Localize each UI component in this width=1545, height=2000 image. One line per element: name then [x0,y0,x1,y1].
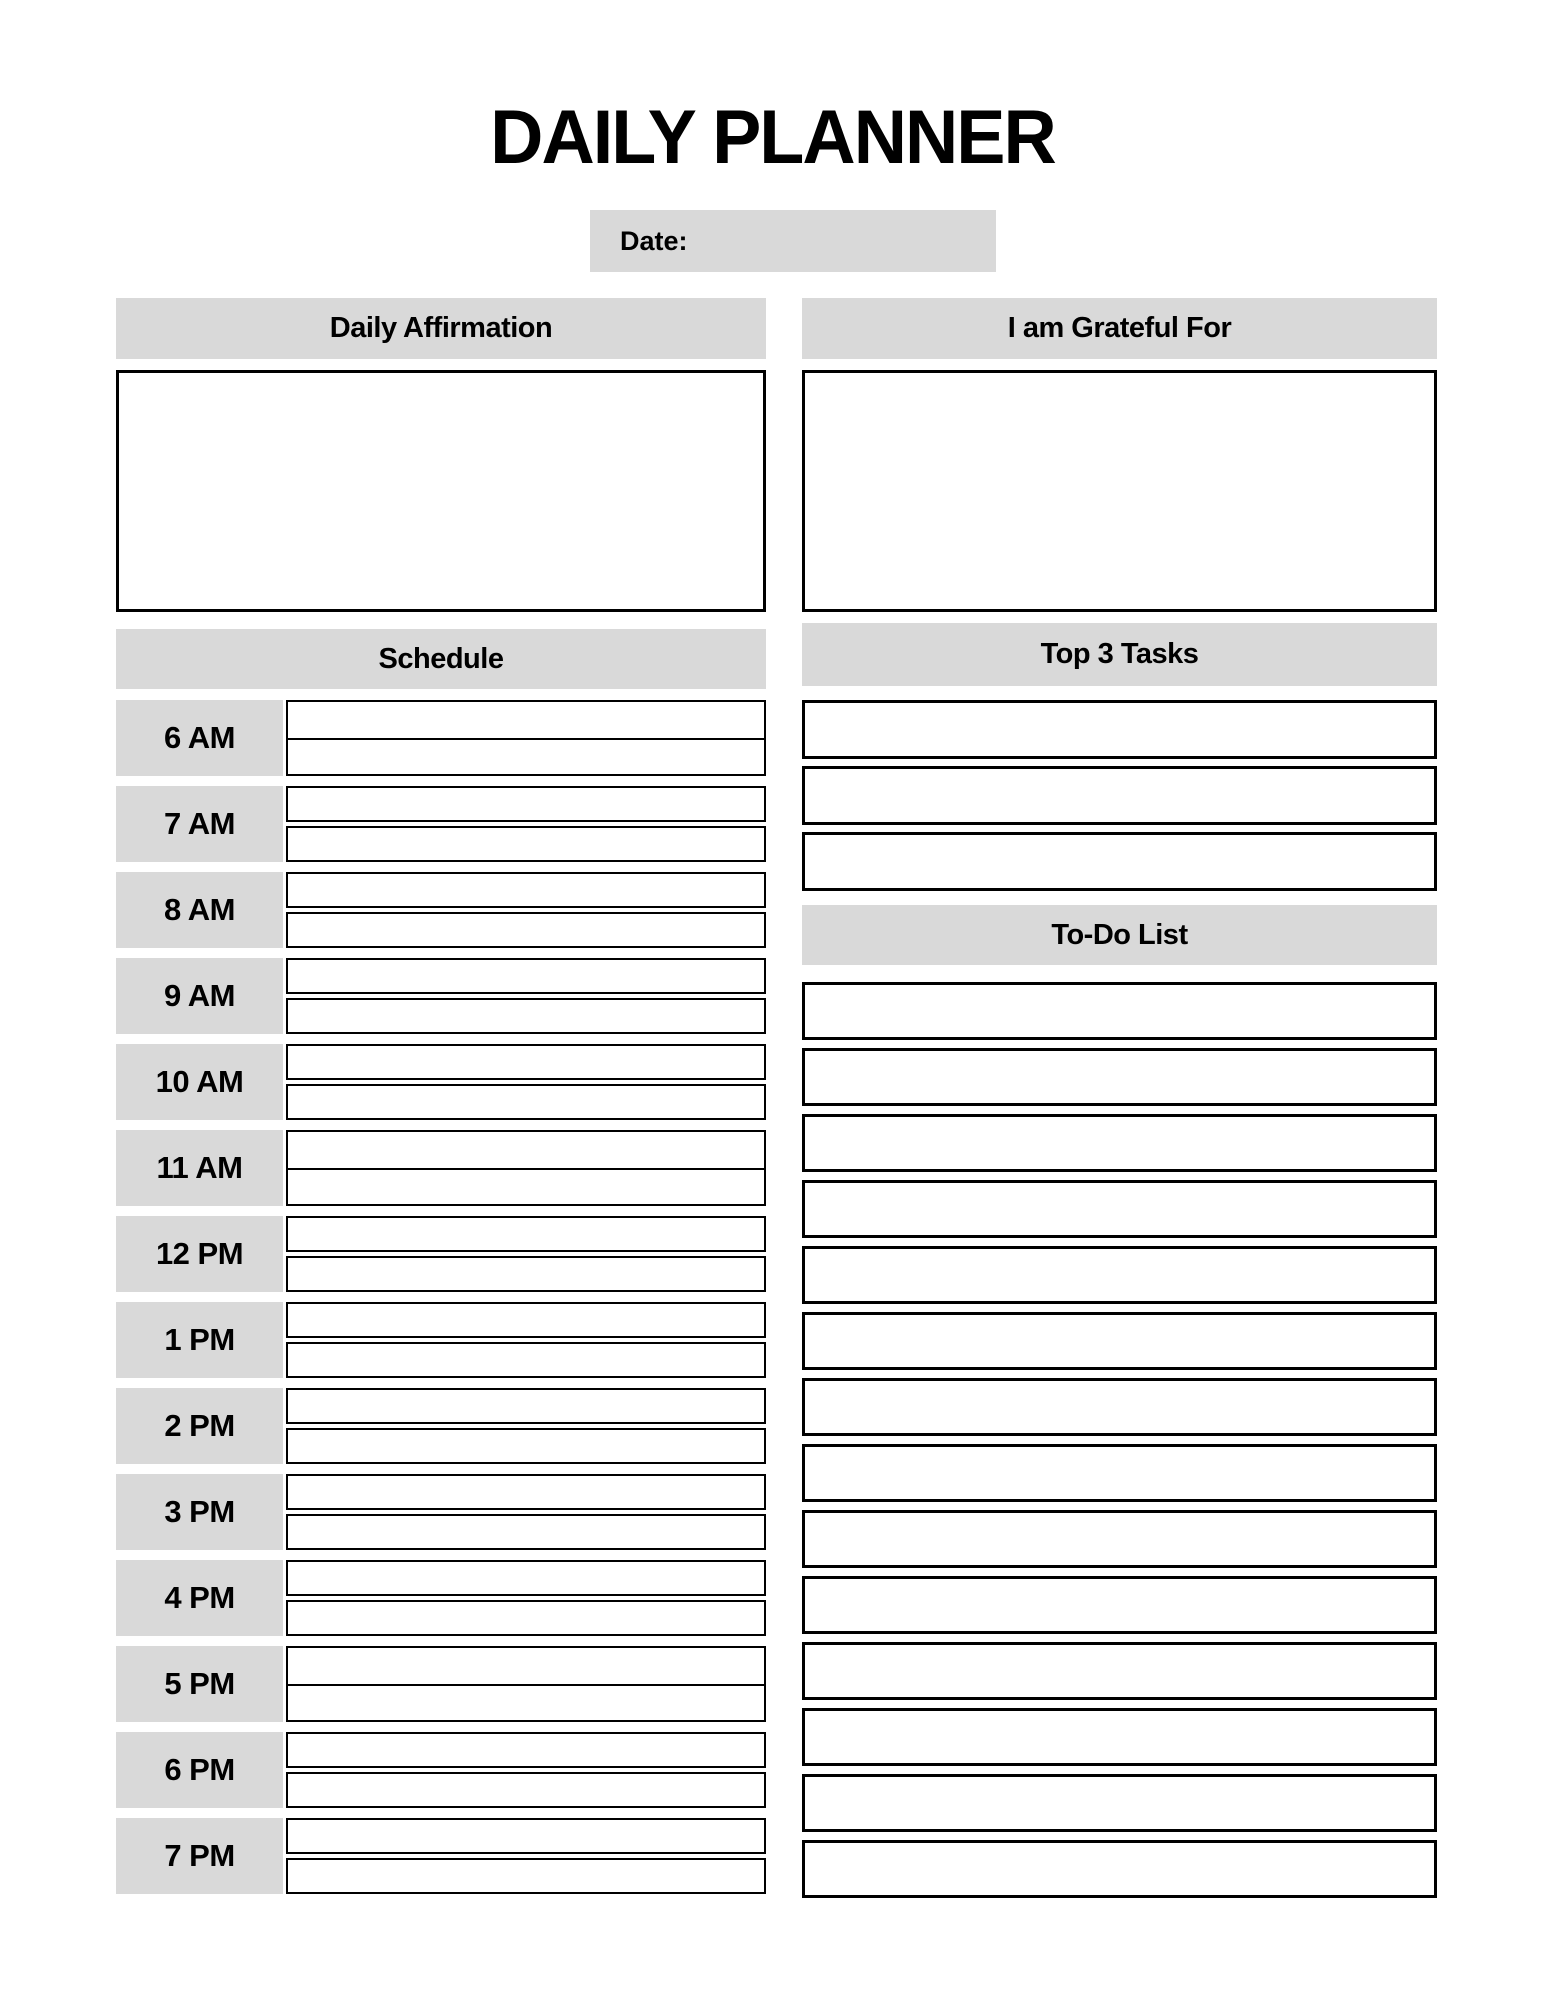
todo-box[interactable] [802,982,1437,1040]
schedule-hour-row [116,1560,766,1636]
schedule-hour-row [116,1044,766,1120]
hour-label: 7 AM [116,786,283,862]
schedule-slot[interactable] [286,1732,766,1768]
todo-list [802,982,1437,1898]
schedule-hour-row [116,1732,766,1808]
schedule-slot[interactable] [286,1084,766,1120]
schedule-slot[interactable] [286,1428,766,1464]
todo-box[interactable] [802,1840,1437,1898]
schedule-slot[interactable] [286,1130,766,1170]
schedule-header: Schedule [116,629,766,689]
hour-slots [286,1130,766,1206]
schedule-slot[interactable] [286,738,766,776]
todo-box[interactable] [802,1642,1437,1700]
schedule-hour-row [116,700,766,776]
hour-slots [286,1044,766,1120]
grateful-header: I am Grateful For [802,298,1437,359]
hour-slots [286,1216,766,1292]
hour-label: 3 PM [116,1474,283,1550]
hour-slots [286,1560,766,1636]
schedule-hour-row [116,1474,766,1550]
date-field[interactable] [590,210,996,272]
hour-label: 9 AM [116,958,283,1034]
schedule-slot[interactable] [286,958,766,994]
todo-box[interactable] [802,1048,1437,1106]
hour-label: 6 PM [116,1732,283,1808]
todo-box[interactable] [802,1378,1437,1436]
hour-slots [286,872,766,948]
schedule-slot[interactable] [286,1168,766,1206]
schedule-slot[interactable] [286,1560,766,1596]
page-title: DAILY PLANNER [490,95,1055,180]
schedule-slot[interactable] [286,786,766,822]
top-task-box[interactable] [802,766,1437,825]
todo-box[interactable] [802,1312,1437,1370]
todo-box[interactable] [802,1774,1437,1832]
schedule-slot[interactable] [286,1342,766,1378]
todo-header: To-Do List [802,905,1437,965]
hour-slots [286,1388,766,1464]
todo-box[interactable] [802,1510,1437,1568]
hour-label: 7 PM [116,1818,283,1894]
schedule-slot[interactable] [286,1474,766,1510]
schedule-slot[interactable] [286,826,766,862]
hour-slots [286,1732,766,1808]
schedule-hour-row [116,1130,766,1206]
left-column [116,298,766,1894]
hour-label: 1 PM [116,1302,283,1378]
top-task-box[interactable] [802,700,1437,759]
schedule-hour-row [116,1388,766,1464]
schedule-slot[interactable] [286,1388,766,1424]
schedule-hour-row [116,958,766,1034]
hour-label: 12 PM [116,1216,283,1292]
hour-slots [286,786,766,862]
schedule-slot[interactable] [286,1646,766,1686]
schedule-slot[interactable] [286,872,766,908]
top-tasks-list [802,700,1437,891]
todo-box[interactable] [802,1180,1437,1238]
schedule-slot[interactable] [286,1216,766,1252]
schedule-hour-row [116,1216,766,1292]
schedule-slot[interactable] [286,1772,766,1808]
schedule-slot[interactable] [286,912,766,948]
schedule-list [116,700,766,1894]
todo-box[interactable] [802,1246,1437,1304]
todo-box[interactable] [802,1444,1437,1502]
schedule-slot[interactable] [286,700,766,740]
hour-label: 2 PM [116,1388,283,1464]
grateful-input-box[interactable] [802,370,1437,612]
schedule-slot[interactable] [286,1600,766,1636]
right-column [802,298,1437,1898]
schedule-slot[interactable] [286,1858,766,1894]
hour-slots [286,1818,766,1894]
hour-label: 11 AM [116,1130,283,1206]
affirmation-input-box[interactable] [116,370,766,612]
schedule-hour-row [116,786,766,862]
schedule-slot[interactable] [286,1684,766,1722]
hour-slots [286,1474,766,1550]
schedule-slot[interactable] [286,998,766,1034]
affirmation-header: Daily Affirmation [116,298,766,359]
hour-slots [286,1302,766,1378]
hour-label: 6 AM [116,700,283,776]
todo-box[interactable] [802,1576,1437,1634]
hour-label: 8 AM [116,872,283,948]
hour-label: 5 PM [116,1646,283,1722]
schedule-slot[interactable] [286,1256,766,1292]
hour-slots [286,1646,766,1722]
todo-box[interactable] [802,1708,1437,1766]
schedule-slot[interactable] [286,1302,766,1338]
top-tasks-header: Top 3 Tasks [802,623,1437,686]
hour-slots [286,958,766,1034]
top-task-box[interactable] [802,832,1437,891]
hour-slots [286,700,766,776]
schedule-hour-row [116,1302,766,1378]
schedule-slot[interactable] [286,1818,766,1854]
hour-label: 4 PM [116,1560,283,1636]
schedule-slot[interactable] [286,1044,766,1080]
schedule-hour-row [116,1646,766,1722]
hour-label: 10 AM [116,1044,283,1120]
schedule-hour-row [116,1818,766,1894]
todo-box[interactable] [802,1114,1437,1172]
schedule-slot[interactable] [286,1514,766,1550]
date-label: Date: [620,225,688,256]
schedule-hour-row [116,872,766,948]
